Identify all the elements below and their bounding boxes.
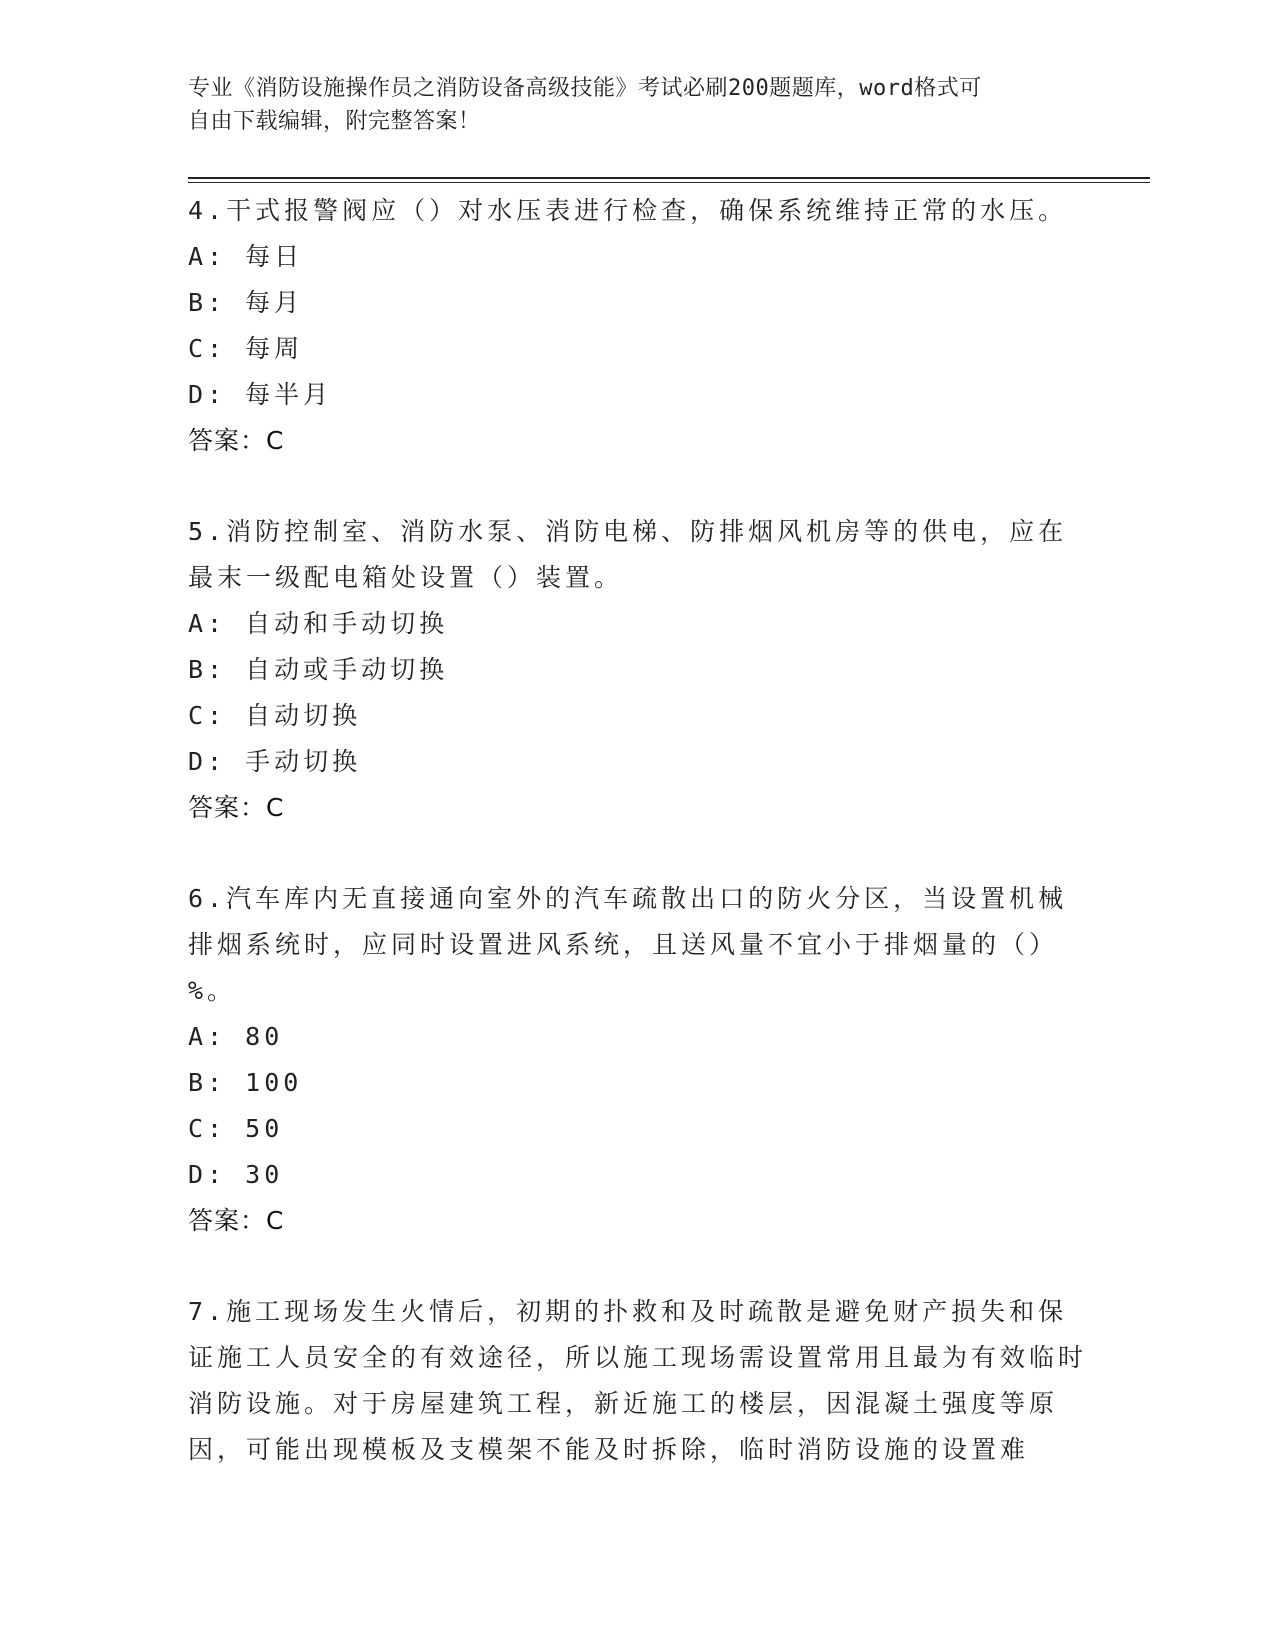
answer-text: 答案：C bbox=[188, 793, 285, 822]
option-b: B: 100 bbox=[188, 1068, 303, 1097]
answer-text: 答案：C bbox=[188, 426, 285, 455]
question-text: 7.施工现场发生火情后，初期的扑救和及时疏散是避免财产损失和保证施工人员安全的有效途径，所以施工现场需设置常用且最为有效临时消防设施。对于房屋建筑工程，新近施工的楼层，因混凝土强度等原因，可能出现模板及支模架不能及时拆除，临时消防设施的设置难 bbox=[188, 1297, 1088, 1464]
header-divider-thin bbox=[188, 182, 1150, 183]
header-line-1: 专业《消防设施操作员之消防设备高级技能》考试必刷200题题库，word格式可 bbox=[188, 76, 982, 101]
option-a: A: 80 bbox=[188, 1022, 284, 1051]
option-a: A: 每日 bbox=[188, 242, 304, 271]
answer-text: 答案：C bbox=[188, 1206, 285, 1235]
option-b: B: 每月 bbox=[188, 288, 304, 317]
option-c: C: 自动切换 bbox=[188, 701, 362, 730]
option-d: D: 每半月 bbox=[188, 380, 333, 409]
question-6 bbox=[188, 876, 1088, 1244]
header-line-2: 自由下载编辑，附完整答案！ bbox=[188, 109, 481, 134]
question-text: 4.干式报警阀应（）对水压表进行检查，确保系统维持正常的水压。 bbox=[188, 196, 1068, 225]
option-a: A: 自动和手动切换 bbox=[188, 609, 449, 638]
header-divider-thick bbox=[188, 177, 1150, 179]
option-c: C: 50 bbox=[188, 1114, 284, 1143]
question-4 bbox=[188, 188, 1088, 464]
question-7 bbox=[188, 1289, 1088, 1473]
option-d: D: 手动切换 bbox=[188, 747, 362, 776]
question-list bbox=[188, 188, 1088, 1518]
question-text: 6.汽车库内无直接通向室外的汽车疏散出口的防火分区，当设置机械排烟系统时，应同时设置进风系统，且送风量不宜小于排烟量的（）%。 bbox=[188, 884, 1068, 1005]
option-b: B: 自动或手动切换 bbox=[188, 655, 449, 684]
option-d: D: 30 bbox=[188, 1160, 284, 1189]
question-5 bbox=[188, 509, 1088, 831]
document-header bbox=[188, 72, 1068, 138]
option-c: C: 每周 bbox=[188, 334, 304, 363]
question-text: 5.消防控制室、消防水泵、消防电梯、防排烟风机房等的供电，应在最末一级配电箱处设置（）装置。 bbox=[188, 517, 1068, 592]
